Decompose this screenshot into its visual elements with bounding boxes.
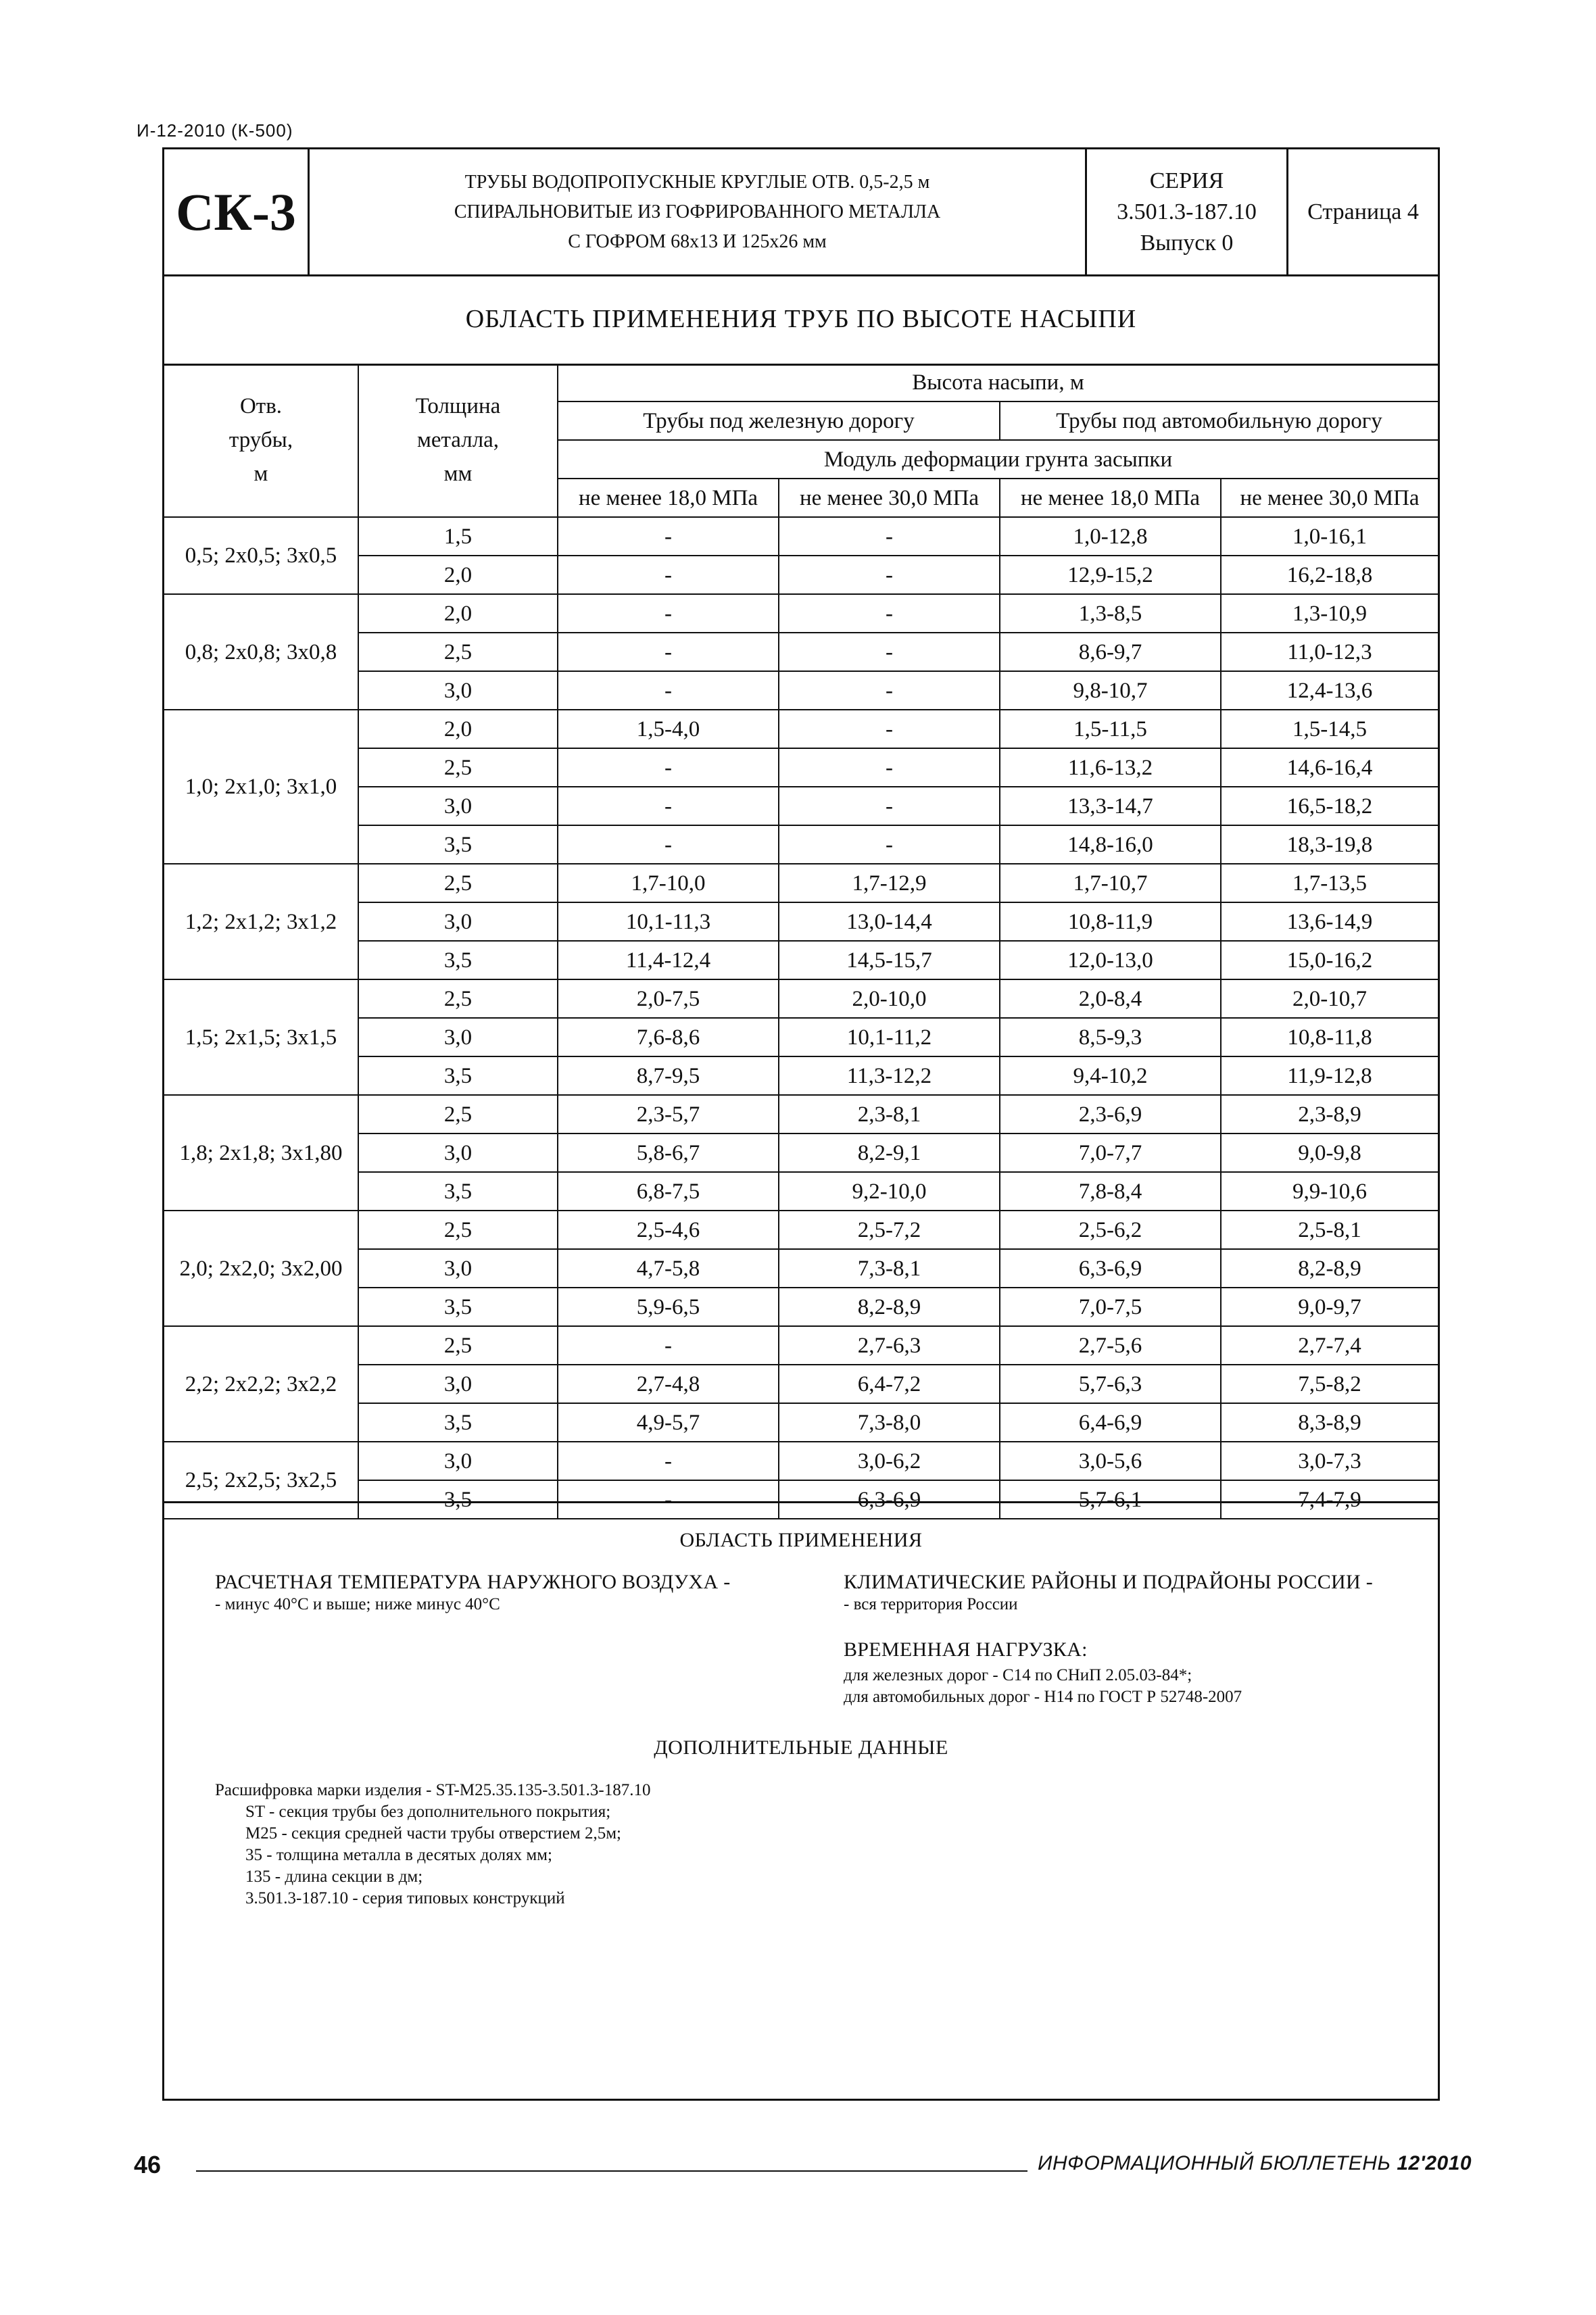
height-range-cell: 10,8-11,8 (1221, 1018, 1438, 1056)
sheet-title-line: ТРУБЫ ВОДОПРОПУСКНЫЕ КРУГЛЫЕ ОТВ. 0,5-2,5 м (464, 171, 930, 193)
thickness-cell: 3,5 (358, 1056, 558, 1095)
height-range-cell: 9,9-10,6 (1221, 1172, 1438, 1211)
height-range-cell: 13,3-14,7 (1000, 787, 1221, 825)
height-range-cell: 2,3-5,7 (558, 1095, 779, 1134)
issue-number: Выпуск 0 (1140, 230, 1234, 255)
sub-header: не менее 18,0 МПа (1000, 479, 1221, 517)
page-label: Страница 4 (1307, 199, 1419, 224)
table-row (164, 517, 1438, 556)
thickness-cell: 3,0 (358, 787, 558, 825)
thickness-cell: 3,0 (358, 1018, 558, 1056)
height-range-cell: - (558, 1326, 779, 1365)
climate-label: КЛИМАТИЧЕСКИЕ РАЙОНЫ И ПОДРАЙОНЫ РОССИИ - (844, 1571, 1374, 1593)
marking-line: 3.501.3-187.10 - серия типовых конструкций (245, 1889, 565, 1907)
height-range-cell: 10,1-11,2 (779, 1018, 1000, 1056)
height-range-cell: 8,7-9,5 (558, 1056, 779, 1095)
thickness-cell: 3,0 (358, 1134, 558, 1172)
notes-area (164, 1501, 1438, 2103)
height-range-cell: 16,5-18,2 (1221, 787, 1438, 825)
height-range-cell: - (558, 594, 779, 633)
opening-cell: 0,5; 2х0,5; 3х0,5 (164, 517, 358, 594)
height-range-cell: 12,9-15,2 (1000, 556, 1221, 594)
height-range-cell: 5,8-6,7 (558, 1134, 779, 1172)
height-range-cell: 13,0-14,4 (779, 902, 1000, 941)
height-range-cell: 2,0-10,7 (1221, 979, 1438, 1018)
modulus-header: Модуль деформации грунта засыпки (558, 440, 1438, 479)
thickness-cell: 3,0 (358, 1365, 558, 1403)
height-range-cell: 2,3-8,9 (1221, 1095, 1438, 1134)
thickness-cell: 3,5 (358, 1403, 558, 1442)
height-range-cell: 14,5-15,7 (779, 941, 1000, 979)
height-range-cell: 6,4-7,2 (779, 1365, 1000, 1403)
thickness-cell: 2,0 (358, 594, 558, 633)
height-range-cell: 3,0-6,2 (779, 1442, 1000, 1480)
thickness-cell: 2,5 (358, 748, 558, 787)
load-label: ВРЕМЕННАЯ НАГРУЗКА: (844, 1638, 1088, 1661)
table-row (164, 1442, 1438, 1480)
height-range-cell: - (558, 556, 779, 594)
temperature-label: РАСЧЕТНАЯ ТЕМПЕРАТУРА НАРУЖНОГО ВОЗДУХА - (215, 1571, 731, 1593)
height-range-cell: 6,3-6,9 (1000, 1249, 1221, 1288)
table-row (164, 1211, 1438, 1249)
height-range-cell: - (779, 556, 1000, 594)
height-range-cell: 2,5-6,2 (1000, 1211, 1221, 1249)
thickness-cell: 3,5 (358, 1480, 558, 1519)
table-row (164, 710, 1438, 748)
height-range-cell: - (779, 825, 1000, 864)
sheet-title (310, 149, 1087, 274)
height-range-cell: - (558, 825, 779, 864)
col-header-opening: Отв. трубы, м (164, 364, 358, 517)
height-range-cell: 7,6-8,6 (558, 1018, 779, 1056)
temperature-value: - минус 40°С и выше; ниже минус 40°С (215, 1595, 500, 1613)
height-range-cell: 11,9-12,8 (1221, 1056, 1438, 1095)
height-range-cell: 9,4-10,2 (1000, 1056, 1221, 1095)
height-range-cell: 2,7-6,3 (779, 1326, 1000, 1365)
height-range-cell: - (779, 633, 1000, 671)
drawing-frame (162, 147, 1440, 2101)
height-header: Высота насыпи, м (558, 364, 1438, 401)
height-range-cell: - (779, 517, 1000, 556)
height-range-cell: 4,7-5,8 (558, 1249, 779, 1288)
height-range-cell: 5,7-6,3 (1000, 1365, 1221, 1403)
document-code: И-12-2010 (К-500) (137, 120, 293, 141)
height-range-cell: 1,7-13,5 (1221, 864, 1438, 902)
opening-cell: 2,2; 2х2,2; 3х2,2 (164, 1326, 358, 1442)
height-range-cell: - (779, 748, 1000, 787)
height-range-cell: 5,7-6,1 (1000, 1480, 1221, 1519)
sheet-code: СК-3 (164, 149, 310, 274)
height-range-cell: 10,8-11,9 (1000, 902, 1221, 941)
climate-value: - вся территория России (844, 1595, 1018, 1613)
opening-cell: 1,0; 2х1,0; 3х1,0 (164, 710, 358, 864)
thickness-cell: 2,0 (358, 556, 558, 594)
table-row (164, 1095, 1438, 1134)
thickness-cell: 3,0 (358, 1249, 558, 1288)
thickness-cell: 3,5 (358, 825, 558, 864)
height-range-cell: 14,8-16,0 (1000, 825, 1221, 864)
height-range-cell: 7,5-8,2 (1221, 1365, 1438, 1403)
height-range-cell: 2,0-8,4 (1000, 979, 1221, 1018)
marking-line: 35 - толщина металла в десятых долях мм; (245, 1846, 552, 1864)
height-range-cell: 11,4-12,4 (558, 941, 779, 979)
height-range-cell: 1,3-8,5 (1000, 594, 1221, 633)
height-range-cell: 2,5-4,6 (558, 1211, 779, 1249)
height-range-cell: 9,0-9,8 (1221, 1134, 1438, 1172)
height-range-cell: 7,3-8,1 (779, 1249, 1000, 1288)
height-range-cell: 6,4-6,9 (1000, 1403, 1221, 1442)
height-range-cell: 12,0-13,0 (1000, 941, 1221, 979)
height-range-cell: 8,6-9,7 (1000, 633, 1221, 671)
series-block (1087, 149, 1288, 274)
height-range-cell: 1,7-10,0 (558, 864, 779, 902)
height-range-cell: 11,0-12,3 (1221, 633, 1438, 671)
sub-header: не менее 18,0 МПа (558, 479, 779, 517)
height-range-cell: 9,8-10,7 (1000, 671, 1221, 710)
series-number: 3.501.3-187.10 (1117, 199, 1257, 224)
height-range-cell: 1,3-10,9 (1221, 594, 1438, 633)
sheet-title-line: С ГОФРОМ 68х13 И 125х26 мм (568, 230, 827, 252)
height-range-cell: 2,7-5,6 (1000, 1326, 1221, 1365)
table-row (164, 979, 1438, 1018)
page-number: 46 (134, 2151, 162, 2178)
height-range-cell: - (779, 787, 1000, 825)
height-range-cell: 1,0-16,1 (1221, 517, 1438, 556)
col-header-thickness: Толщина металла, мм (358, 364, 558, 517)
height-range-cell: 4,9-5,7 (558, 1403, 779, 1442)
thickness-cell: 3,5 (358, 1288, 558, 1326)
height-range-cell: 16,2-18,8 (1221, 556, 1438, 594)
height-range-cell: 2,5-8,1 (1221, 1211, 1438, 1249)
thickness-cell: 2,5 (358, 864, 558, 902)
height-range-cell: 3,0-5,6 (1000, 1442, 1221, 1480)
table-row (164, 864, 1438, 902)
height-range-cell: 1,7-10,7 (1000, 864, 1221, 902)
sub-header: не менее 30,0 МПа (779, 479, 1000, 517)
height-range-cell: 6,8-7,5 (558, 1172, 779, 1211)
height-range-cell: - (558, 671, 779, 710)
height-range-cell: 14,6-16,4 (1221, 748, 1438, 787)
height-range-cell: 18,3-19,8 (1221, 825, 1438, 864)
height-range-cell: 2,0-10,0 (779, 979, 1000, 1018)
thickness-cell: 3,5 (358, 1172, 558, 1211)
sub-header: не менее 30,0 МПа (1221, 479, 1438, 517)
height-range-cell: 1,5-11,5 (1000, 710, 1221, 748)
height-range-cell: 1,0-12,8 (1000, 517, 1221, 556)
opening-cell: 2,0; 2х2,0; 3х2,00 (164, 1211, 358, 1326)
height-range-cell: 2,7-7,4 (1221, 1326, 1438, 1365)
footer-rule (196, 2170, 1027, 2172)
section-title: ОБЛАСТЬ ПРИМЕНЕНИЯ ТРУБ ПО ВЫСОТЕ НАСЫПИ (164, 274, 1438, 366)
height-range-cell: 2,0-7,5 (558, 979, 779, 1018)
thickness-cell: 2,5 (358, 633, 558, 671)
sheet-title-line: СПИРАЛЬНОВИТЫЕ ИЗ ГОФРИРОВАННОГО МЕТАЛЛА (454, 201, 941, 222)
footer-title (1038, 2152, 1472, 2175)
load-road: для автомобильных дорог - Н14 по ГОСТ Р 52748-2007 (844, 1688, 1242, 1706)
bulletin-name: ИНФОРМАЦИОННЫЙ БЮЛЛЕТЕНЬ (1038, 2152, 1391, 2174)
opening-cell: 1,5; 2х1,5; 3х1,5 (164, 979, 358, 1095)
thickness-cell: 2,5 (358, 979, 558, 1018)
marking-line: M25 - секция средней части трубы отверстием 2,5м; (245, 1824, 621, 1843)
height-range-cell: 7,0-7,5 (1000, 1288, 1221, 1326)
thickness-cell: 3,0 (358, 902, 558, 941)
height-range-cell: 9,2-10,0 (779, 1172, 1000, 1211)
height-range-cell: - (558, 1442, 779, 1480)
thickness-cell: 2,5 (358, 1326, 558, 1365)
thickness-cell: 2,5 (358, 1211, 558, 1249)
height-range-cell: 7,8-8,4 (1000, 1172, 1221, 1211)
marking-line: 135 - длина секции в дм; (245, 1868, 423, 1886)
height-range-cell: 1,5-4,0 (558, 710, 779, 748)
height-range-cell: 1,7-12,9 (779, 864, 1000, 902)
extra-heading: ДОПОЛНИТЕЛЬНЫЕ ДАННЫЕ (654, 1736, 948, 1759)
height-range-cell: 6,3-6,9 (779, 1480, 1000, 1519)
height-range-cell: 13,6-14,9 (1221, 902, 1438, 941)
opening-cell: 1,8; 2х1,8; 3х1,80 (164, 1095, 358, 1211)
height-range-cell: 11,6-13,2 (1000, 748, 1221, 787)
height-range-cell: - (558, 748, 779, 787)
table-row (164, 1326, 1438, 1365)
height-range-cell: - (779, 594, 1000, 633)
thickness-cell: 1,5 (358, 517, 558, 556)
height-range-cell: 7,3-8,0 (779, 1403, 1000, 1442)
road-header: Трубы под автомобильную дорогу (1000, 401, 1438, 440)
height-range-cell: 7,0-7,7 (1000, 1134, 1221, 1172)
height-range-cell: 8,5-9,3 (1000, 1018, 1221, 1056)
thickness-cell: 3,5 (358, 941, 558, 979)
height-range-cell: 12,4-13,6 (1221, 671, 1438, 710)
rail-header: Трубы под железную дорогу (558, 401, 1000, 440)
height-range-cell: 8,3-8,9 (1221, 1403, 1438, 1442)
height-range-cell: 2,3-8,1 (779, 1095, 1000, 1134)
height-range-cell: 8,2-9,1 (779, 1134, 1000, 1172)
thickness-cell: 2,0 (358, 710, 558, 748)
height-range-cell: - (558, 1480, 779, 1519)
table-row (164, 594, 1438, 633)
title-block (164, 149, 1438, 276)
height-range-cell: 3,0-7,3 (1221, 1442, 1438, 1480)
opening-cell: 1,2; 2х1,2; 3х1,2 (164, 864, 358, 979)
height-range-cell: - (558, 517, 779, 556)
height-range-cell: 2,3-6,9 (1000, 1095, 1221, 1134)
height-range-cell: 15,0-16,2 (1221, 941, 1438, 979)
marking-line: Расшифровка марки изделия - ST-M25.35.135-3.501.3-187.10 (215, 1781, 651, 1799)
load-rail: для железных дорог - С14 по СНиП 2.05.03-84*; (844, 1666, 1192, 1684)
height-range-cell: 8,2-8,9 (1221, 1249, 1438, 1288)
height-range-cell: 11,3-12,2 (779, 1056, 1000, 1095)
opening-cell: 2,5; 2х2,5; 3х2,5 (164, 1442, 358, 1519)
table-body (164, 517, 1438, 1519)
height-range-cell: 8,2-8,9 (779, 1288, 1000, 1326)
thickness-cell: 2,5 (358, 1095, 558, 1134)
height-range-cell: - (779, 671, 1000, 710)
series-label: СЕРИЯ (1149, 168, 1224, 193)
opening-cell: 0,8; 2х0,8; 3х0,8 (164, 594, 358, 710)
height-range-cell: - (779, 710, 1000, 748)
bulletin-year: 12'2010 (1397, 2152, 1472, 2174)
height-range-cell: 2,5-7,2 (779, 1211, 1000, 1249)
height-range-cell: 9,0-9,7 (1221, 1288, 1438, 1326)
height-range-cell: 1,5-14,5 (1221, 710, 1438, 748)
height-table (164, 364, 1438, 1519)
height-range-cell: 10,1-11,3 (558, 902, 779, 941)
scope-heading: ОБЛАСТЬ ПРИМЕНЕНИЯ (679, 1529, 923, 1551)
height-range-cell: 2,7-4,8 (558, 1365, 779, 1403)
height-range-cell: - (558, 787, 779, 825)
thickness-cell: 3,0 (358, 1442, 558, 1480)
height-range-cell: 7,4-7,9 (1221, 1480, 1438, 1519)
thickness-cell: 3,0 (358, 671, 558, 710)
marking-line: ST - секция трубы без дополнительного покрытия; (245, 1803, 611, 1821)
height-range-cell: - (558, 633, 779, 671)
height-range-cell: 5,9-6,5 (558, 1288, 779, 1326)
